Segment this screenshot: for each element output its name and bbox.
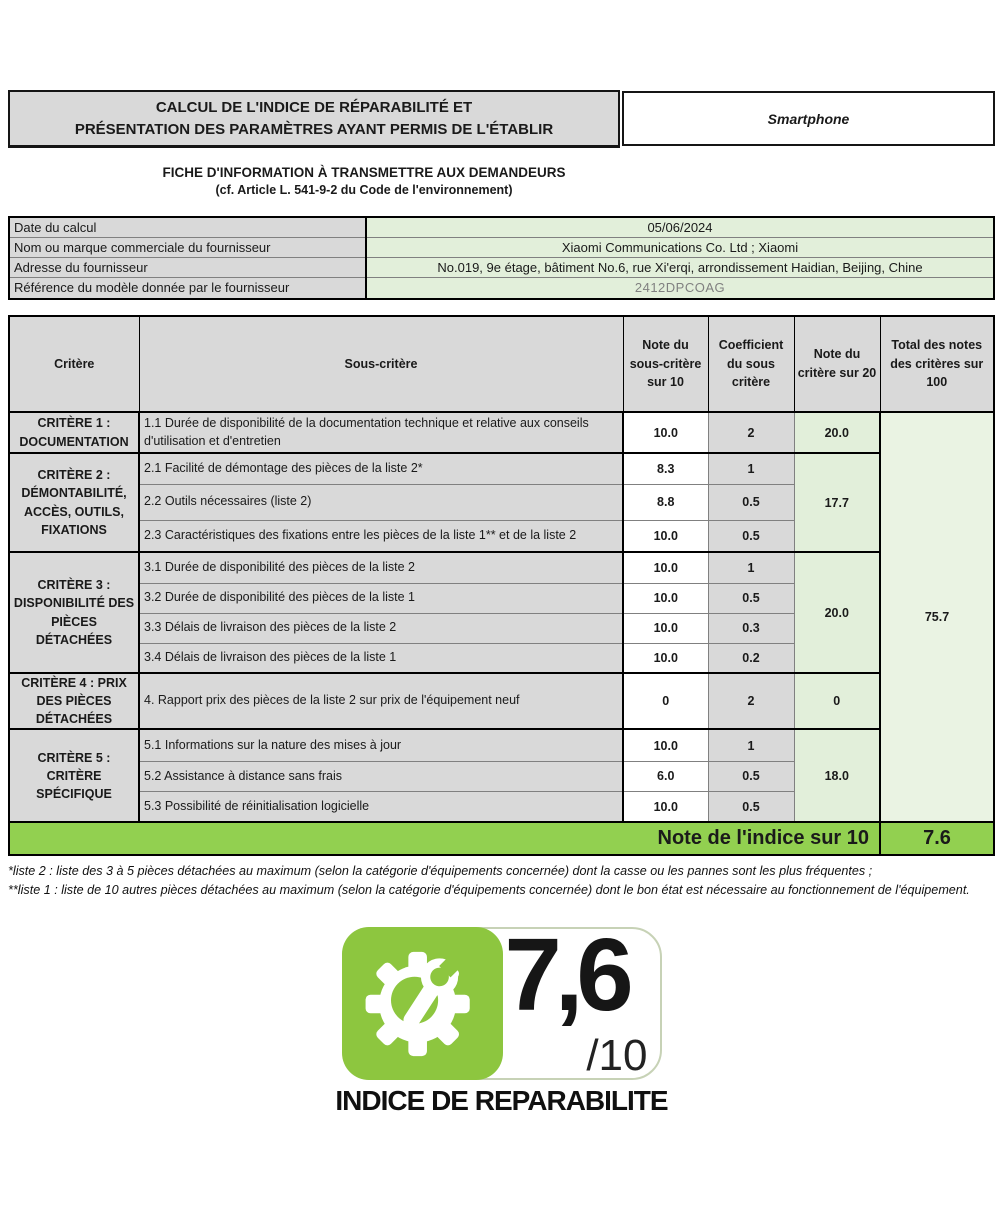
sub-3-4-note: 10.0 (623, 643, 708, 673)
fiche-subtitle (8, 165, 720, 197)
sub-3-2: 3.2 Durée de disponibilité des pièces de la liste 1 (139, 583, 623, 613)
sub-2-1: 2.1 Facilité de démontage des pièces de la liste 2* (139, 453, 623, 484)
header-total-100: Total des notes des critères sur 100 (880, 316, 994, 412)
sub-2-2-coeff: 0.5 (708, 484, 794, 520)
critere-1-label: CRITÈRE 1 : DOCUMENTATION (9, 412, 139, 453)
sub-3-3: 3.3 Délais de livraison des pièces de la liste 2 (139, 613, 623, 643)
document-title-line1: CALCUL DE L'INDICE DE RÉPARABILITÉ ET (155, 98, 473, 116)
sub-2-3-note: 10.0 (623, 520, 708, 552)
repairability-sheet (0, 90, 1000, 1117)
sub-5-2-coeff: 0.5 (708, 761, 794, 791)
sub-2-3-coeff: 0.5 (708, 520, 794, 552)
header-coefficient: Coefficient du sous critère (708, 316, 794, 412)
header-sous-critere: Sous-critère (139, 316, 623, 412)
badge-score: 7,6 (504, 917, 627, 1033)
total-notes-100: 75.7 (880, 412, 994, 822)
sub-4: 4. Rapport prix des pièces de la liste 2 sur prix de l'équipement neuf (139, 673, 623, 729)
index-label: Note de l'indice sur 10 (9, 822, 880, 855)
product-category-box (622, 91, 995, 146)
sub-1-1: 1.1 Durée de disponibilité de la documentation technique et relative aux conseils d'utilisation et d'entretien (139, 412, 623, 453)
sub-5-2: 5.2 Assistance à distance sans frais (139, 761, 623, 791)
critere-2-label: CRITÈRE 2 : DÉMONTABILITÉ, ACCÈS, OUTILS, FIXATIONS (9, 453, 139, 552)
product-category-label: Smartphone (767, 110, 850, 127)
document-title-line2: PRÉSENTATION DES PARAMÈTRES AYANT PERMIS DE L'ÉTABLIR (74, 120, 554, 138)
critere-4-label: CRITÈRE 4 : PRIX DES PIÈCES DÉTACHÉES (9, 673, 139, 729)
info-value-model-ref: 2412DPCOAG (366, 277, 994, 299)
sub-3-2-coeff: 0.5 (708, 583, 794, 613)
critere-4-note20: 0 (794, 673, 880, 729)
footnote-liste1: **liste 1 : liste de 10 autres pièces détachées au maximum (selon la catégorie d'équipements concernée) dont le bon état est nécessaire au fonctionnement de l'équipement. (8, 883, 970, 898)
sub-3-1-coeff: 1 (708, 552, 794, 583)
footnotes (8, 862, 993, 900)
document-title (8, 90, 620, 148)
fiche-subtitle-line1: FICHE D'INFORMATION À TRANSMETTRE AUX DEMANDEURS (162, 165, 566, 180)
sub-5-1-coeff: 1 (708, 729, 794, 761)
info-value-name: Xiaomi Communications Co. Ltd ; Xiaomi (366, 237, 994, 257)
table-row (9, 729, 994, 761)
table-row (9, 673, 994, 729)
table-row (9, 552, 994, 583)
table-row (9, 257, 994, 277)
info-label-name: Nom ou marque commerciale du fournisseur (9, 237, 366, 257)
info-value-address: No.019, 9e étage, bâtiment No.6, rue Xi'erqi, arrondissement Haidian, Beijing, Chine (366, 257, 994, 277)
badge-score-area (503, 917, 660, 1081)
badge-caption: INDICE DE REPARABILITE (335, 1085, 668, 1117)
sub-5-2-note: 6.0 (623, 761, 708, 791)
sub-5-1-note: 10.0 (623, 729, 708, 761)
sub-4-note: 0 (623, 673, 708, 729)
document-header (8, 90, 995, 148)
sub-3-4: 3.4 Délais de livraison des pièces de la liste 1 (139, 643, 623, 673)
table-row (9, 237, 994, 257)
info-label-model-ref: Référence du modèle donnée par le fournisseur (9, 277, 366, 299)
sub-1-1-note: 10.0 (623, 412, 708, 453)
sub-2-1-coeff: 1 (708, 453, 794, 484)
table-row (9, 453, 994, 484)
sub-2-3: 2.3 Caractéristiques des fixations entre les pièces de la liste 1** et de la liste 2 (139, 520, 623, 552)
index-summary-row (9, 822, 994, 855)
table-row (9, 217, 994, 237)
info-label-address: Adresse du fournisseur (9, 257, 366, 277)
index-value: 7.6 (880, 822, 994, 855)
gear-wrench-icon (342, 927, 503, 1080)
table-row (9, 412, 994, 453)
critere-2-note20: 17.7 (794, 453, 880, 552)
critere-5-note20: 18.0 (794, 729, 880, 822)
sub-2-1-note: 8.3 (623, 453, 708, 484)
header-note-sous-critere: Note du sous-critère sur 10 (623, 316, 708, 412)
sub-5-3: 5.3 Possibilité de réinitialisation logicielle (139, 791, 623, 822)
info-label-date: Date du calcul (9, 217, 366, 237)
sub-1-1-coeff: 2 (708, 412, 794, 453)
sub-3-1-note: 10.0 (623, 552, 708, 583)
header-note-critere-20: Note du critère sur 20 (794, 316, 880, 412)
sub-3-2-note: 10.0 (623, 583, 708, 613)
sub-4-coeff: 2 (708, 673, 794, 729)
supplier-info-table (8, 216, 995, 300)
critere-3-note20: 20.0 (794, 552, 880, 673)
sub-5-3-note: 10.0 (623, 791, 708, 822)
sub-5-3-coeff: 0.5 (708, 791, 794, 822)
sub-2-2-note: 8.8 (623, 484, 708, 520)
sub-3-4-coeff: 0.2 (708, 643, 794, 673)
criteria-table (8, 315, 995, 856)
critere-3-label: CRITÈRE 3 : DISPONIBILITÉ DES PIÈCES DÉTACHÉES (9, 552, 139, 673)
criteria-table-header-row (9, 316, 994, 412)
critere-5-label: CRITÈRE 5 : CRITÈRE SPÉCIFIQUE (9, 729, 139, 822)
sub-3-1: 3.1 Durée de disponibilité des pièces de la liste 2 (139, 552, 623, 583)
footnote-liste2: *liste 2 : liste des 3 à 5 pièces détachées au maximum (selon la catégorie d'équipements concernée) dont la casse ou les pannes sont les plus fréquentes ; (8, 864, 873, 879)
sub-5-1: 5.1 Informations sur la nature des mises à jour (139, 729, 623, 761)
critere-1-note20: 20.0 (794, 412, 880, 453)
badge-frame (342, 917, 662, 1081)
table-row (9, 277, 994, 299)
info-value-date: 05/06/2024 (366, 217, 994, 237)
fiche-subtitle-line2: (cf. Article L. 541-9-2 du Code de l'environnement) (215, 183, 513, 197)
badge-denominator: /10 (586, 1031, 648, 1081)
sub-3-3-note: 10.0 (623, 613, 708, 643)
sub-3-3-coeff: 0.3 (708, 613, 794, 643)
repairability-badge (8, 917, 995, 1117)
header-critere: Critère (9, 316, 139, 412)
sub-2-2: 2.2 Outils nécessaires (liste 2) (139, 484, 623, 520)
